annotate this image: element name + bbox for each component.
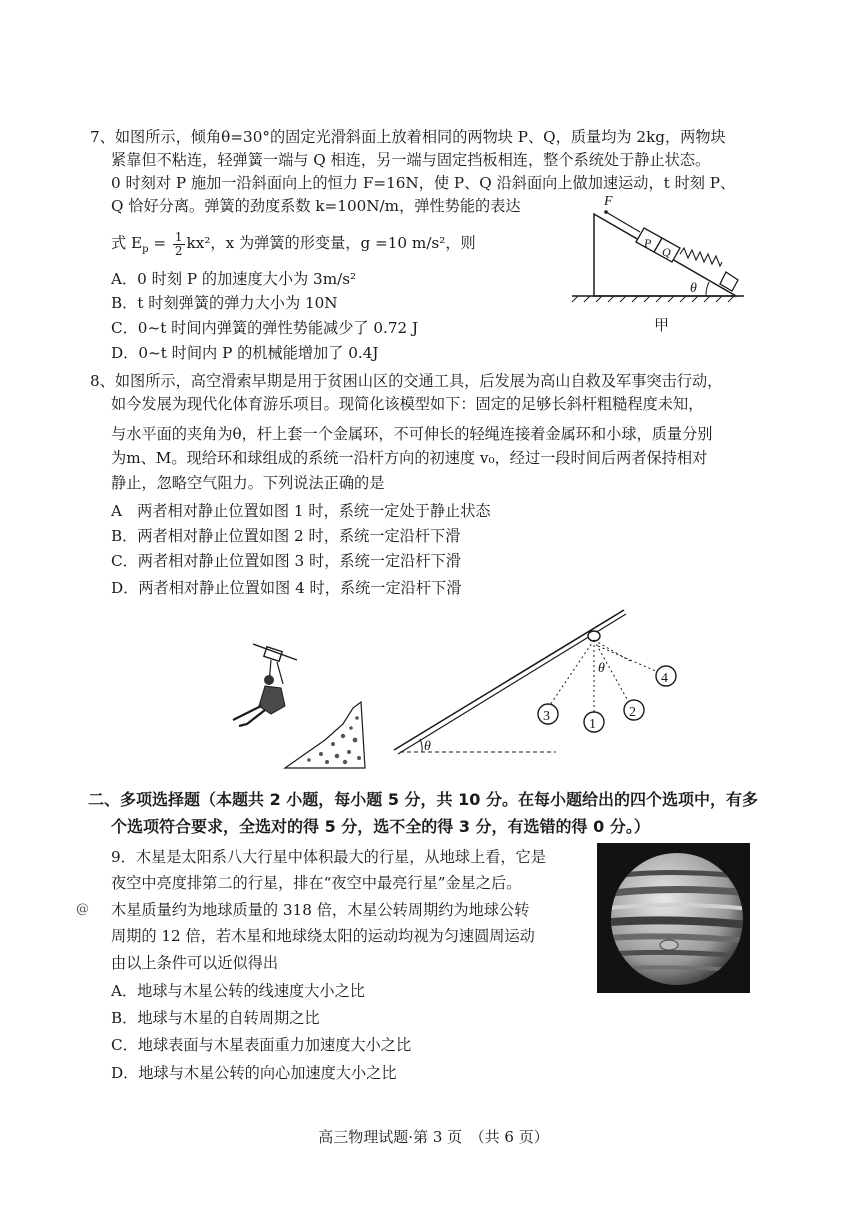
ball-3 [538,704,558,724]
ground-hatch [572,296,734,302]
zipline-rider-illustration [225,640,370,770]
section-2-header-line-2: 个选项符合要求，全选对的得 5 分，选不全的得 3 分，有选错的得 0 分。） [111,817,650,836]
ball-positions [520,640,695,760]
q8-option-c: C．两者相对静止位置如图 3 时，系统一定沿杆下滑 [111,552,461,570]
q9-line-3: 木星质量约为地球质量的 318 倍，木星公转周期约为地球公转 [111,901,530,919]
figure-caption: 甲 [654,316,670,334]
zip-cable [253,644,297,660]
q9-option-c: C．地球表面与木星表面重力加速度大小之比 [111,1036,412,1054]
ball-3-label: 3 [543,709,550,724]
block-q-label: Q [662,245,671,259]
q7-formula-sub: p [142,244,149,256]
incline-figure [568,192,748,342]
force-label: F [604,194,613,209]
q9-line-4: 周期的 12 倍，若木星和地球绕太阳的运动均视为匀速圆周运动 [111,927,535,945]
ball-4-label: 4 [661,671,668,686]
q7-line-2: 紧靠但不粘连，轻弹簧一端与 Q 相连，另一端与固定挡板相连，整个系统处于静止状态。 [111,151,711,169]
q8-line-3: 与水平面的夹角为θ，杆上套一个金属环，不可伸长的轻绳连接着金属环和小球，质量分别 [111,425,713,443]
storm-spot [660,940,678,950]
q8-line-2: 如今发展为现代化体育游乐项目。现简化该模型如下：固定的足够长斜杆粗糙程度未知， [111,395,704,413]
ball-1-label: 1 [589,717,596,732]
force-origin-dot [604,210,608,214]
q7-option-c: C．0~t 时间内弹簧的弹性势能减少了 0.72 J [111,319,419,337]
rod-angle-label: θ [424,739,431,754]
q7-formula-rest: kx²，x 为弹簧的形变量，g =10 m/s²，则 [186,234,476,252]
ball-2 [624,700,644,720]
ball-1 [584,712,604,732]
spring [680,248,722,266]
rider-head [264,675,274,685]
q7-option-d: D．0~t 时间内 P 的机械能增加了 0.4J [111,344,379,362]
angle-label: θ [690,281,697,296]
q7-line-4: Q 恰好分离。弹簧的劲度系数 k=100N/m，弹性势能的表达 [111,197,521,215]
rod-angle-arc [420,739,422,752]
q9-line-1: 9．木星是太阳系八大行星中体积最大的行星，从地球上看，它是 [111,848,546,866]
angle-arc [706,282,709,296]
q8-option-b: B．两者相对静止位置如图 2 时，系统一定沿杆下滑 [111,527,461,545]
q7-fraction-num: 1 [174,229,183,244]
q8-line-5: 静止，忽略空气阻力。下列说法正确的是 [111,474,385,492]
ball-2-label: 2 [629,705,636,720]
q7-formula-line [111,228,476,265]
q7-formula-prefix: 式 E [111,234,143,252]
q7-line-3: 0 时刻对 P 施加一沿斜面向上的恒力 F=16N，使 P、Q 沿斜面向上做加速运动，t 时刻 P、 [111,174,736,192]
rope-4-ext [598,646,658,672]
q9-option-d: D．地球与木星公转的向心加速度大小之比 [111,1064,397,1082]
margin-mark: @ [76,902,89,917]
q8-option-a: A 两者相对静止位置如图 1 时，系统一定处于静止状态 [111,502,491,520]
ball-4 [656,666,676,686]
section-2-header-line-1: 二、多项选择题（本题共 2 小题，每小题 5 分，共 10 分。在每小题给出的四个选项中，有多 [88,790,758,809]
q7-option-b: B．t 时刻弹簧的弹力大小为 10N [111,294,338,312]
mountain-slope [285,702,365,768]
q8-option-d: D．两者相对静止位置如图 4 时，系统一定沿杆下滑 [111,579,462,597]
q7-formula-eq: = [148,234,171,252]
q9-line-5: 由以上条件可以近似得出 [111,954,279,972]
page-footer: 高三物理试题·第 3 页 （共 6 页） [318,1128,549,1146]
q7-option-a: A．0 时刻 P 的加速度大小为 3m/s² [111,270,357,288]
rope-angle-label: θ [598,661,605,676]
q7-fraction [173,231,185,258]
block-p-label: P [644,236,652,250]
harness-strap-2 [277,662,283,684]
jupiter-image [597,843,750,993]
q9-option-a: A．地球与木星公转的线速度大小之比 [111,982,365,1000]
q9-option-b: B．地球与木星的自转周期之比 [111,1009,320,1027]
force-arrow [606,212,640,232]
q7-fraction-den: 2 [174,243,183,258]
rider-body [259,686,285,714]
q7-line-1: 7、如图所示，倾角θ=30°的固定光滑斜面上放着相同的两物块 P、Q，质量均为 2kg，两物块 [90,128,726,146]
rider-legs [233,706,265,726]
q8-line-1: 8、如图所示，高空滑索早期是用于贫困山区的交通工具，后发展为高山自救及军事突击行动， [90,372,723,390]
q8-line-4: 为m、M。现给环和球组成的系统一沿杆方向的初速度 v₀，经过一段时间后两者保持相对 [111,449,708,467]
q9-line-2: 夜空中亮度排第二的行星，排在“夜空中最亮行星”金星之后。 [111,874,522,892]
